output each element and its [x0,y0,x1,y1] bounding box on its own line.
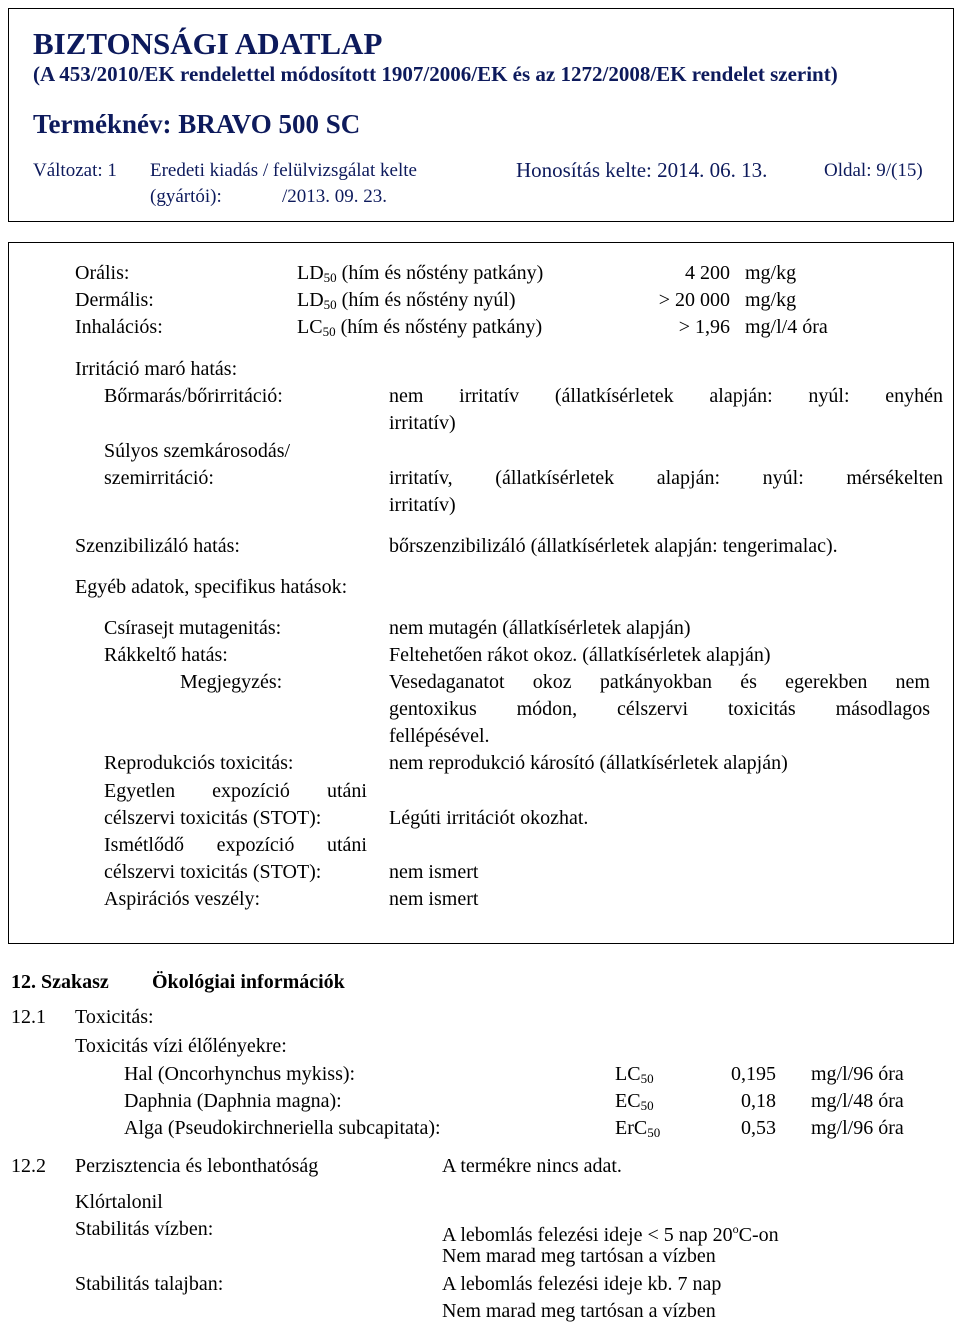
sensitization-value: bőrszenzibilizáló (állatkísérletek alapján: tengerimalac). [389,535,838,557]
unit: mg/kg [745,262,797,284]
value: > 1,96 [678,316,730,338]
param-name: LD [297,289,324,311]
reproductive-value: nem reprodukció károsító (állatkísérletek alapján) [389,752,788,774]
unit: mg/l/4 óra [745,316,828,338]
value: > 20 000 [658,289,730,311]
water-stability-value [442,1218,779,1246]
version: Változat: 1 [33,160,117,181]
stot-re-label: Ismétlődő expozíció utáni [104,834,367,856]
substance-name: Klórtalonil [75,1191,163,1213]
issue-date: /2013. 09. 23. [282,186,388,207]
unit: mg/kg [745,289,797,311]
mutagenicity-value: nem mutagén (állatkísérletek alapján) [389,617,691,639]
document-title: BIZTONSÁGI ADATLAP [33,26,383,61]
route-label: Dermális: [75,289,154,311]
aspiration-label: Aspirációs veszély: [104,888,261,910]
water-value-unit: C-on [738,1224,779,1246]
organism: Hal (Oncorhynchus mykiss): [124,1063,356,1085]
param [297,289,516,316]
stot-se-value: Légúti irritációt okozhat. [389,807,589,829]
endpoint [615,1063,654,1090]
product-name: Terméknév: BRAVO 500 SC [33,109,361,139]
endpoint-name: ErC [615,1117,648,1139]
aquatic-heading: Toxicitás vízi élőlényekre: [75,1035,287,1057]
water-stability-label: Stabilitás vízben: [75,1218,214,1240]
endpoint-sub: 50 [647,1125,661,1140]
carcinogenicity-label: Rákkeltő hatás: [104,644,228,666]
soil-stability-label: Stabilitás talajban: [75,1273,224,1295]
species: (hím és nőstény nyúl) [341,289,516,311]
param-sub: 50 [323,297,337,312]
stot-se-label-cont: célszervi toxicitás (STOT): [104,807,322,829]
aspiration-value: nem ismert [389,888,479,910]
persistence-value: A termékre nincs adat. [442,1155,622,1177]
species: (hím és nőstény patkány) [341,262,544,284]
mutagenicity-label: Csírasejt mutagenitás: [104,617,282,639]
endpoint-sub: 50 [640,1071,654,1086]
sensitization-label: Szenzibilizáló hatás: [75,535,240,557]
route-label: Inhalációs: [75,316,163,338]
endpoint-name: LC [615,1063,641,1085]
param-sub: 50 [322,324,336,339]
section-number: 12. Szakasz [11,971,109,993]
water-value-text: A lebomlás felezési ideje < 5 nap 20 [442,1224,733,1246]
species: (hím és nőstény patkány) [340,316,543,338]
note-line: fellépésével. [389,725,490,747]
aquatic-unit: mg/l/96 óra [811,1063,904,1085]
toxicity-number: 12.1 [11,1006,46,1028]
param [297,262,543,289]
eye-value-cont: irritatív) [389,494,456,516]
endpoint-name: EC [615,1090,641,1112]
persistence-number: 12.2 [11,1155,46,1177]
stot-re-label-cont: célszervi toxicitás (STOT): [104,861,322,883]
soil-stability-value: A lebomlás felezési ideje kb. 7 nap [442,1273,722,1295]
irritation-heading: Irritáció maró hatás: [75,358,238,380]
carcinogenicity-value: Feltehetően rákot okoz. (állatkísérletek alapján) [389,644,771,666]
stot-re-value: nem ismert [389,861,479,883]
aquatic-unit: mg/l/48 óra [811,1090,904,1112]
eye-label-cont: szemirritáció: [104,467,214,489]
reproductive-label: Reprodukciós toxicitás: [104,752,294,774]
persistence-label: Perzisztencia és lebonthatóság [75,1155,319,1177]
param-name: LC [297,316,323,338]
water-stability-value-2: Nem marad meg tartósan a vízben [442,1245,716,1267]
skin-label: Bőrmarás/bőrirritáció: [104,385,283,407]
note-line: Vesedaganatot okoz patkányokban és egerekben nem [389,671,930,693]
aquatic-value: 0,195 [731,1063,776,1085]
degree-sup: o [732,1222,739,1236]
skin-value-cont: irritatív) [389,412,456,434]
localization-date: Honosítás kelte: 2014. 06. 13. [516,158,768,182]
document-subtitle: (A 453/2010/EK rendelettel módosított 1907/2006/EK és az 1272/2008/EK rendelet szerint) [33,62,838,86]
param [297,316,542,343]
aquatic-value: 0,18 [741,1090,776,1112]
toxicity-label: Toxicitás: [75,1006,154,1028]
route-label: Orális: [75,262,130,284]
section-title: Ökológiai információk [152,971,345,993]
endpoint [615,1117,660,1144]
param-sub: 50 [323,270,337,285]
issue-label: Eredeti kiadás / felülvizsgálat kelte [150,160,417,181]
issue-label-2: (gyártói): [150,186,222,207]
eye-label: Súlyos szemkárosodás/ [104,440,291,462]
endpoint [615,1090,654,1117]
note-label: Megjegyzés: [180,671,283,693]
aquatic-unit: mg/l/96 óra [811,1117,904,1139]
other-heading: Egyéb adatok, specifikus hatások: [75,576,348,598]
soil-stability-value-2: Nem marad meg tartósan a vízben [442,1300,716,1322]
endpoint-sub: 50 [640,1098,654,1113]
aquatic-value: 0,53 [741,1117,776,1139]
skin-value: nem irritatív (állatkísérletek alapján: nyúl: enyhén [389,385,943,407]
stot-se-label: Egyetlen expozíció utáni [104,780,367,802]
note-line: gentoxikus módon, célszervi toxicitás másodlagos [389,698,930,720]
organism: Alga (Pseudokirchneriella subcapitata): [124,1117,441,1139]
eye-value: irritatív, (állatkísérletek alapján: nyúl: mérsékelten [389,467,943,489]
value: 4 200 [685,262,730,284]
organism: Daphnia (Daphnia magna): [124,1090,342,1112]
page-number: Oldal: 9/(15) [824,160,923,181]
param-name: LD [297,262,324,284]
